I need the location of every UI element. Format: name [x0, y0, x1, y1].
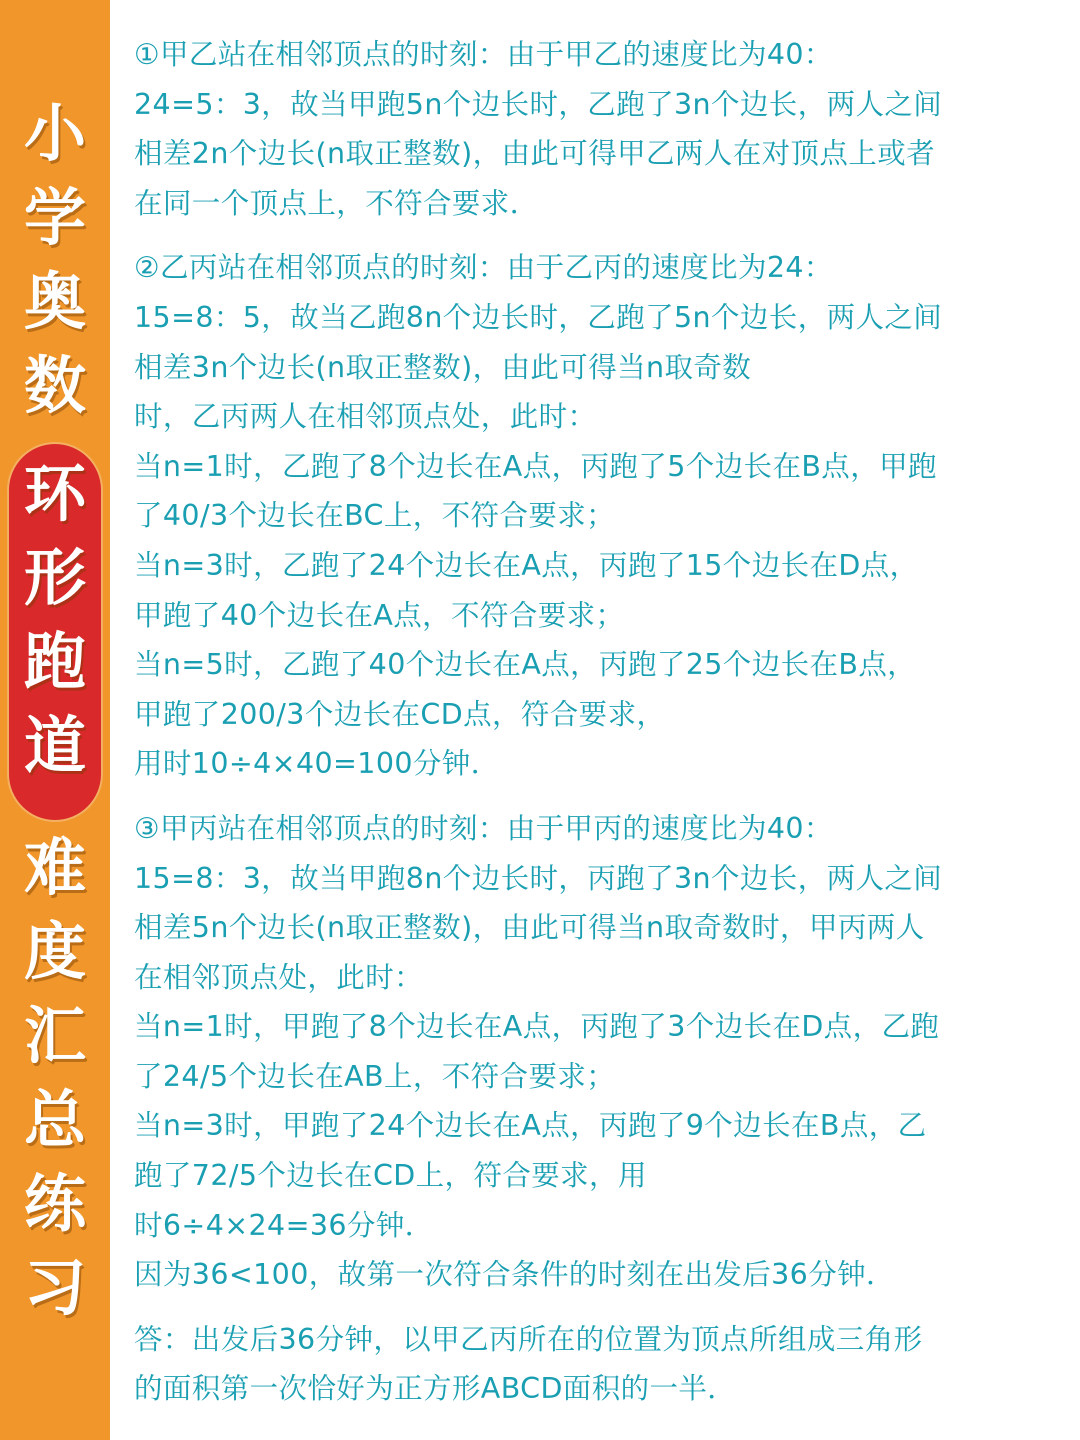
sidebar-char: 数: [23, 349, 86, 422]
sidebar-char: 奥: [23, 265, 86, 338]
text-line: 了24/5个边长在AB上，不符合要求；: [134, 1059, 616, 1093]
paragraph-answer: [134, 1315, 1064, 1414]
text-line: 在同一个顶点上，不符合要求．: [134, 186, 539, 220]
text-line: 当n=3时，甲跑了24个边长在A点，丙跑了9个边长在B点，乙: [134, 1109, 927, 1143]
sidebar-char: 环: [23, 457, 86, 530]
sidebar-char: 汇: [23, 999, 86, 1072]
sidebar-char: 难: [23, 831, 86, 904]
paragraph-gap: [134, 789, 1064, 804]
text-line: 了40/3个边长在BC上，不符合要求；: [134, 499, 616, 533]
paragraph-adjacent-jia-yi: [134, 30, 1064, 228]
sidebar-char: 度: [23, 915, 86, 988]
text-line: 15=8：3，故当甲跑8n个边长时，丙跑了3n个边长，两人之间: [134, 861, 943, 895]
text-line: 跑了72/5个边长在CD上，符合要求，用: [134, 1159, 647, 1193]
text-line: 甲跑了200/3个边长在CD点，符合要求，: [134, 697, 666, 731]
text-line: 时6÷4×24=36分钟．: [134, 1208, 434, 1242]
sidebar-char: 小: [23, 97, 86, 170]
text-line: ③甲丙站在相邻顶点的时刻：由于甲丙的速度比为40：: [134, 811, 833, 845]
paragraph-gap: [134, 228, 1064, 243]
sidebar-title-bottom: [0, 826, 110, 1330]
paragraph-adjacent-jia-bing: [134, 804, 1064, 1300]
sidebar-char: 练: [23, 1167, 86, 1240]
text-line: 答：出发后36分钟，以甲乙丙所在的位置为顶点所组成三角形: [134, 1322, 923, 1356]
text-line: 当n=1时，乙跑了8个边长在A点，丙跑了5个边长在B点，甲跑: [134, 449, 937, 483]
text-line: ②乙丙站在相邻顶点的时刻：由于乙丙的速度比为24：: [134, 251, 833, 285]
text-line: 当n=3时，乙跑了24个边长在A点，丙跑了15个边长在D点，: [134, 548, 919, 582]
sidebar-char: 道: [23, 709, 86, 782]
text-line: 相差2n个边长(n取正整数)，由此可得甲乙两人在对顶点上或者: [134, 137, 935, 171]
paragraph-gap: [134, 1300, 1064, 1315]
sidebar-banner: [0, 0, 110, 1440]
text-line: 在相邻顶点处，此时：: [134, 960, 424, 994]
sidebar-title-top: [0, 92, 110, 428]
sidebar-char: 习: [23, 1251, 86, 1324]
sidebar-char: 总: [23, 1083, 86, 1156]
text-line: 24=5：3，故当甲跑5n个边长时，乙跑了3n个边长，两人之间: [134, 87, 943, 121]
text-line: 相差3n个边长(n取正整数)，由此可得当n取奇数: [134, 350, 752, 384]
text-line: 相差5n个边长(n取正整数)，由此可得当n取奇数时，甲丙两人: [134, 911, 925, 945]
text-line: 用时10÷4×40=100分钟．: [134, 747, 500, 781]
text-line: 15=8：5，故当乙跑8n个边长时，乙跑了5n个边长，两人之间: [134, 300, 943, 334]
text-line: 因为36<100，故第一次符合条件的时刻在出发后36分钟．: [134, 1258, 895, 1292]
text-line: ①甲乙站在相邻顶点的时刻：由于甲乙的速度比为40：: [134, 38, 833, 71]
text-line: 甲跑了40个边长在A点，不符合要求；: [134, 598, 625, 632]
sidebar-char: 形: [23, 541, 86, 614]
sidebar-char: 跑: [23, 625, 86, 698]
sidebar-title-topic: [0, 452, 110, 788]
solution-text: [134, 30, 1064, 1414]
text-line: 时，乙丙两人在相邻顶点处，此时：: [134, 400, 597, 434]
text-line: 当n=5时，乙跑了40个边长在A点，丙跑了25个边长在B点，: [134, 648, 917, 682]
text-line: 当n=1时，甲跑了8个边长在A点，丙跑了3个边长在D点，乙跑: [134, 1010, 940, 1044]
paragraph-adjacent-yi-bing: [134, 243, 1064, 789]
sidebar-char: 学: [23, 181, 86, 254]
text-line: 的面积第一次恰好为正方形ABCD面积的一半．: [134, 1372, 737, 1406]
